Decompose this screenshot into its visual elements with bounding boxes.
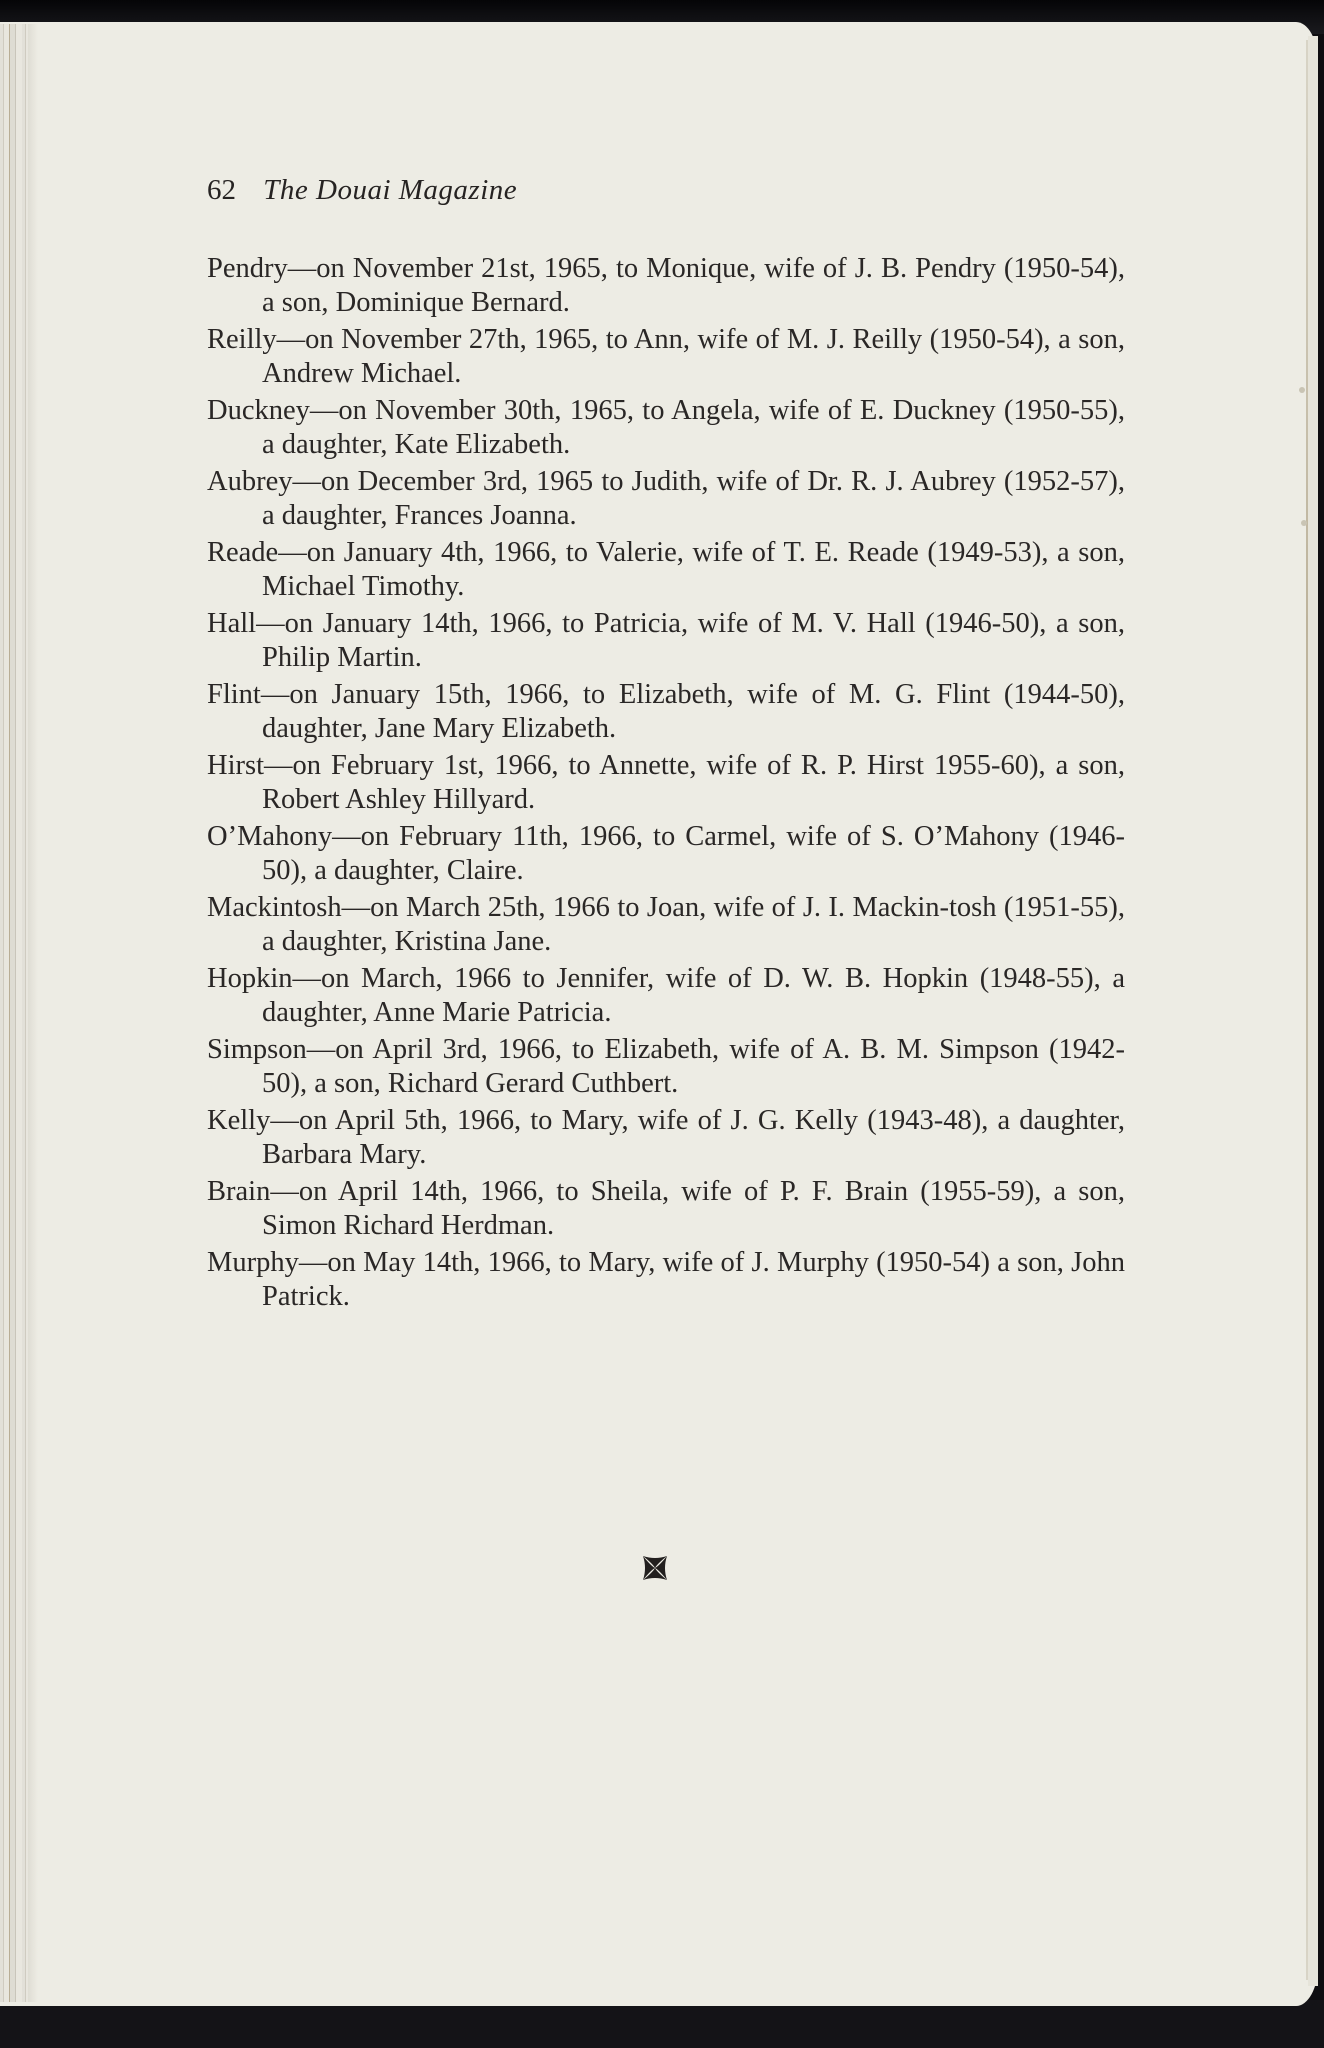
announcement-entry: Reade—on January 4th, 1966, to Valerie, wife of T. E. Reade (1949-53), a son, Michael Timothy. bbox=[207, 537, 1125, 602]
gutter-fold-line bbox=[1306, 40, 1308, 1980]
announcement-entry: Simpson—on April 3rd, 1966, to Elizabeth, wife of A. B. M. Simpson (1942-50), a son, Richard Gerard Cuthbert. bbox=[207, 1034, 1125, 1099]
page-stack-shadow bbox=[28, 24, 38, 2002]
announcement-entry: Pendry—on November 21st, 1965, to Monique, wife of J. B. Pendry (1950-54), a son, Dominique Bernard. bbox=[207, 253, 1125, 318]
dark-background-bottom bbox=[0, 2000, 1324, 2048]
announcement-entry: Flint—on January 15th, 1966, to Elizabeth, wife of M. G. Flint (1944-50), daughter, Jane Mary Elizabeth. bbox=[207, 679, 1125, 744]
announcement-entry: Mackintosh—on March 25th, 1966 to Joan, wife of J. I. Mackin-tosh (1951-55), a daughter, Kristina Jane. bbox=[207, 892, 1125, 957]
paper-blemish bbox=[1301, 520, 1307, 526]
paper-blemish bbox=[1299, 387, 1305, 393]
announcement-entry: Murphy—on May 14th, 1966, to Mary, wife of J. Murphy (1950-54) a son, John Patrick. bbox=[207, 1247, 1125, 1312]
running-head bbox=[207, 174, 517, 207]
birth-announcements-list bbox=[207, 252, 1125, 1317]
announcement-entry: Aubrey—on December 3rd, 1965 to Judith, wife of Dr. R. J. Aubrey (1952-57), a daughter, Frances Joanna. bbox=[207, 466, 1125, 531]
cross-pattee-icon bbox=[640, 1553, 670, 1583]
page-stack-edge bbox=[0, 24, 28, 2002]
announcement-entry: O’Mahony—on February 11th, 1966, to Carmel, wife of S. O’Mahony (1946-50), a daughter, Claire. bbox=[207, 821, 1125, 886]
announcement-entry: Hall—on January 14th, 1966, to Patricia, wife of M. V. Hall (1946-50), a son, Philip Martin. bbox=[207, 608, 1125, 673]
announcement-entry: Hirst—on February 1st, 1966, to Annette, wife of R. P. Hirst 1955-60), a son, Robert Ashley Hillyard. bbox=[207, 750, 1125, 815]
announcement-entry: Brain—on April 14th, 1966, to Sheila, wife of P. F. Brain (1955-59), a son, Simon Richard Herdman. bbox=[207, 1176, 1125, 1241]
announcement-entry: Duckney—on November 30th, 1965, to Angela, wife of E. Duckney (1950-55), a daughter, Kate Elizabeth. bbox=[207, 395, 1125, 460]
announcement-entry: Hopkin—on March, 1966 to Jennifer, wife of D. W. B. Hopkin (1948-55), a daughter, Anne Marie Patricia. bbox=[207, 963, 1125, 1028]
announcement-entry: Reilly—on November 27th, 1965, to Ann, wife of M. J. Reilly (1950-54), a son, Andrew Michael. bbox=[207, 324, 1125, 389]
announcement-entry: Kelly—on April 5th, 1966, to Mary, wife of J. G. Kelly (1943-48), a daughter, Barbara Mary. bbox=[207, 1105, 1125, 1170]
page-number: 62 bbox=[207, 174, 236, 206]
journal-title: The Douai Magazine bbox=[263, 174, 518, 206]
facing-page-edge bbox=[1308, 36, 1318, 1986]
